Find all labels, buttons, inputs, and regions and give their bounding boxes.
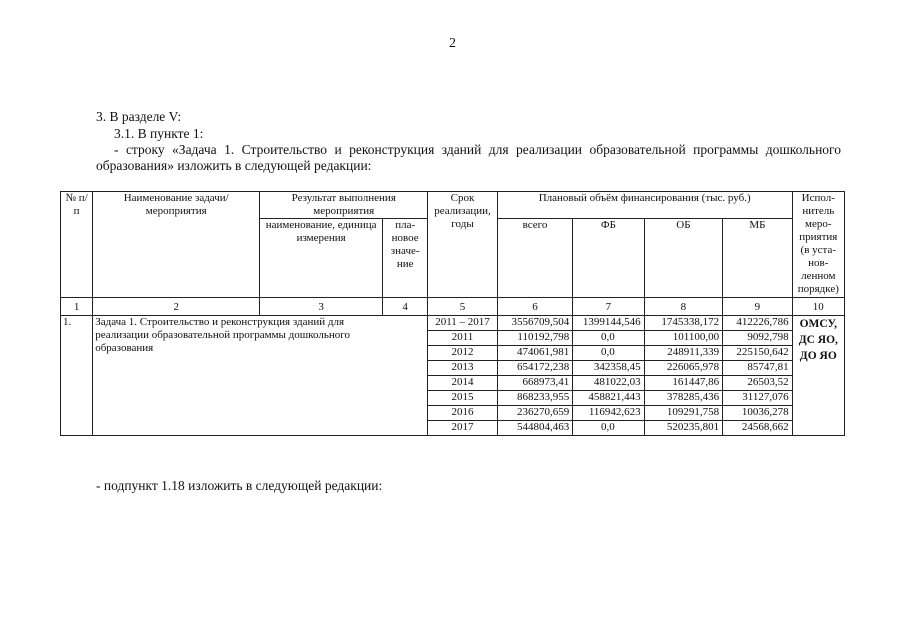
row-ob: 248911,339 <box>644 346 722 361</box>
row-fb: 481022,03 <box>573 376 644 391</box>
col-number: 1 <box>61 298 93 316</box>
row-fb: 116942,623 <box>573 406 644 421</box>
row-ob: 1745338,172 <box>644 316 722 331</box>
header-fb: ФБ <box>573 219 644 298</box>
row-mb: 26503,52 <box>723 376 792 391</box>
row-total: 544804,463 <box>497 421 572 436</box>
row-total: 236270,659 <box>497 406 572 421</box>
table-row <box>61 316 845 331</box>
header-num: № п/п <box>61 192 93 298</box>
row-year: 2016 <box>428 406 497 421</box>
col-number: 7 <box>573 298 644 316</box>
col-number: 4 <box>383 298 428 316</box>
row-mb: 85747,81 <box>723 361 792 376</box>
header-term: Срок реализации, годы <box>428 192 497 298</box>
row-year: 2017 <box>428 421 497 436</box>
row-mb: 24568,662 <box>723 421 792 436</box>
row-ob: 101100,00 <box>644 331 722 346</box>
column-number-row <box>61 298 845 316</box>
col-number: 6 <box>497 298 572 316</box>
header-row-1 <box>61 192 845 219</box>
row-ob: 161447,86 <box>644 376 722 391</box>
row-fb: 458821,443 <box>573 391 644 406</box>
section-heading: 3. В разделе V: <box>96 109 182 124</box>
header-name: Наименование задачи/мероприятия <box>93 192 260 298</box>
row-ob: 109291,758 <box>644 406 722 421</box>
col-number: 2 <box>93 298 260 316</box>
row-year: 2012 <box>428 346 497 361</box>
col-number: 9 <box>723 298 792 316</box>
col-number: 3 <box>260 298 383 316</box>
row-fb: 0,0 <box>573 346 644 361</box>
col-number: 5 <box>428 298 497 316</box>
header-total: всего <box>497 219 572 298</box>
col-number: 10 <box>792 298 844 316</box>
row-ob: 378285,436 <box>644 391 722 406</box>
row-year: 2014 <box>428 376 497 391</box>
closing-instruction: - подпункт 1.18 изложить в следующей редакции: <box>96 478 383 493</box>
header-executor: Испол-нитель меро-приятия (в уста-нов-ленном порядке) <box>792 192 844 298</box>
header-finance: Плановый объём финансирования (тыс. руб.) <box>497 192 792 219</box>
row-fb: 1399144,546 <box>573 316 644 331</box>
col-number: 8 <box>644 298 722 316</box>
header-ob: ОБ <box>644 219 722 298</box>
header-mb: МБ <box>723 219 792 298</box>
row-fb: 0,0 <box>573 331 644 346</box>
row-total: 668973,41 <box>497 376 572 391</box>
row-total: 110192,798 <box>497 331 572 346</box>
row-fb: 0,0 <box>573 421 644 436</box>
row-total: 474061,981 <box>497 346 572 361</box>
instruction-paragraph: - строку «Задача 1. Строительство и реконструкция зданий для реализации образовательной программы дошкольного образования» изложить в следующей редакции: <box>96 142 841 173</box>
task-executor: ОМСУ, ДС ЯО, ДО ЯО <box>792 316 844 436</box>
row-mb: 10036,278 <box>723 406 792 421</box>
row-year: 2011 – 2017 <box>428 316 497 331</box>
row-total: 3556709,504 <box>497 316 572 331</box>
page-number: 2 <box>449 36 456 51</box>
financing-table <box>60 191 845 436</box>
item-heading: 3.1. В пункте 1: <box>114 126 204 141</box>
row-ob: 226065,978 <box>644 361 722 376</box>
task-number: 1. <box>61 316 93 436</box>
row-ob: 520235,801 <box>644 421 722 436</box>
row-mb: 225150,642 <box>723 346 792 361</box>
row-year: 2011 <box>428 331 497 346</box>
header-result-name: наименование, единица измерения <box>260 219 383 298</box>
row-total: 654172,238 <box>497 361 572 376</box>
row-total: 868233,955 <box>497 391 572 406</box>
header-result: Результат выполнения мероприятия <box>260 192 428 219</box>
row-year: 2015 <box>428 391 497 406</box>
row-mb: 412226,786 <box>723 316 792 331</box>
row-year: 2013 <box>428 361 497 376</box>
row-mb: 31127,076 <box>723 391 792 406</box>
row-fb: 342358,45 <box>573 361 644 376</box>
row-mb: 9092,798 <box>723 331 792 346</box>
header-result-plan: пла-новое значе-ние <box>383 219 428 298</box>
task-name: Задача 1. Строительство и реконструкция зданий для реализации образовательной программы дошкольного образования <box>93 316 428 436</box>
